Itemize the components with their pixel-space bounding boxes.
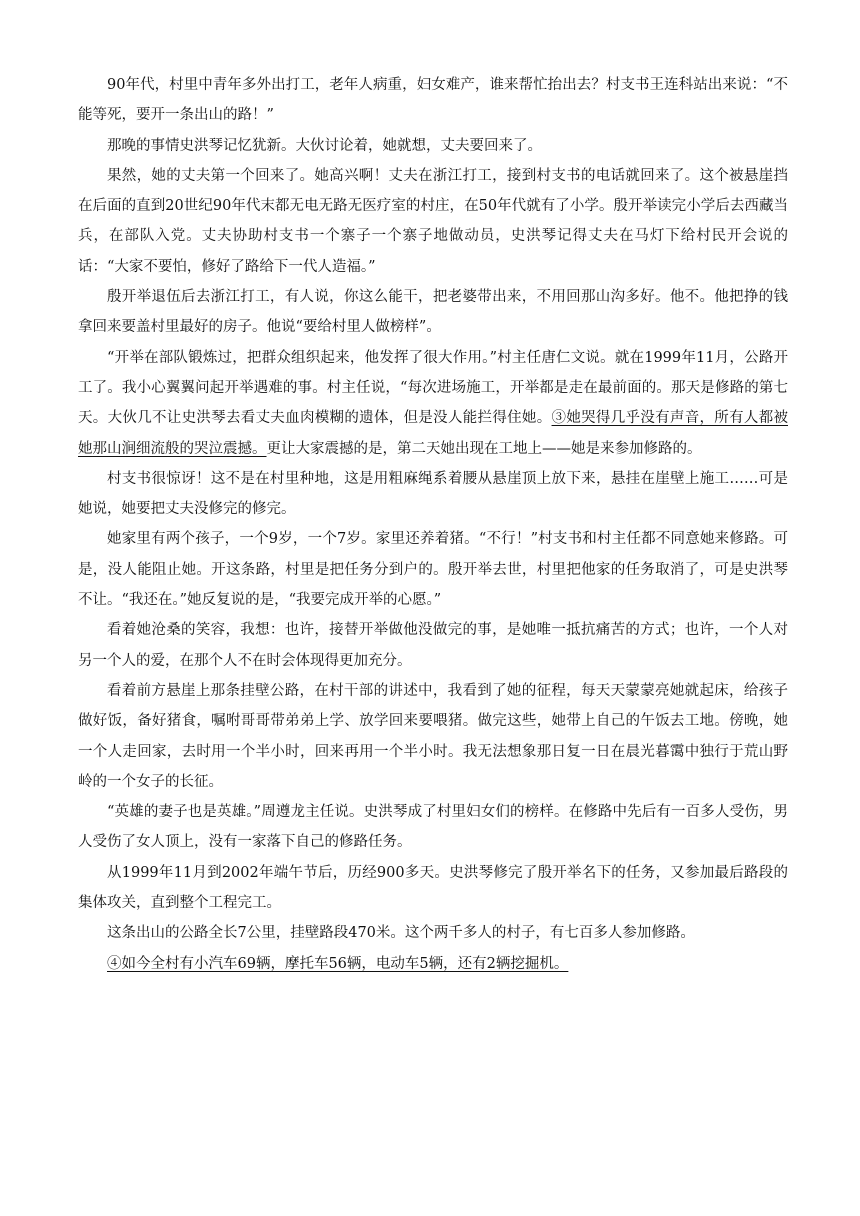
text-run: 那晚的事情史洪琴记忆犹新。大伙讨论着，她就想，丈夫要回来了。 — [107, 137, 542, 154]
paragraph — [78, 676, 788, 797]
paragraph — [78, 524, 788, 615]
text-run: 这条出山的公路全长7公里，挂壁路段470米。这个两千多人的村子，有七百多人参加修路。 — [107, 925, 695, 942]
paragraph — [78, 70, 788, 131]
paragraph — [78, 858, 788, 919]
paragraph — [78, 343, 788, 464]
paragraph — [78, 797, 788, 858]
paragraph — [78, 161, 788, 282]
paragraph — [78, 464, 788, 525]
paragraph — [78, 282, 788, 343]
text-run: 90年代，村里中青年多外出打工，老年人病重，妇女难产，谁来帮忙抬出去？村支书王连科站出来说：“不能等死，要开一条出山的路！” — [78, 77, 788, 124]
text-run: “英雄的妻子也是英雄。”周遵龙主任说。史洪琴成了村里妇女们的榜样。在修路中先后有一百多人受伤，男人受伤了女人顶上，没有一家落下自己的修路任务。 — [78, 804, 788, 851]
paragraph — [78, 615, 788, 676]
document-page — [78, 70, 788, 979]
text-run: 她家里有两个孩子，一个9岁，一个7岁。家里还养着猪。“不行！”村支书和村主任都不同意她来修路。可是，没人能阻止她。开这条路，村里是把任务分到户的。殷开举去世，村里把他家的任务取消了，可是史洪琴不让。“我还在。”她反复说的是，“我要完成开举的心愿。” — [78, 531, 788, 609]
text-run: 更让大家震撼的是，第二天她出现在工地上——她是来参加修路的。 — [266, 440, 702, 457]
underlined-sentence-4: ④如今全村有小汽车69辆，摩托车56辆，电动车5辆，还有2辆挖掘机。 — [107, 955, 569, 972]
text-run: “开举在部队锻炼过，把群众组织起来，他发挥了很大作用。”村主任唐仁文说。就在1999年11月，公路开工了。我小心翼翼问起开举遇难的事。村主任说，“每次进场施工，开举都是走在最前面的。那天是修路的第七天。大伙几不让史洪琴去看丈夫血肉模糊的遗体，但是没人能拦得住她。 — [78, 349, 788, 427]
text-run: 看着她沧桑的笑容，我想：也许，接替开举做他没做完的事，是她唯一抵抗痛苦的方式；也许，一个人对另一个人的爱，在那个人不在时会体现得更加充分。 — [78, 622, 788, 669]
text-run: 看着前方悬崖上那条挂壁公路，在村干部的讲述中，我看到了她的征程，每天天蒙蒙亮她就起床，给孩子做好饭，备好猪食，嘱咐哥哥带弟弟上学、放学回来要喂猪。做完这些，她带上自己的午饭去工地。傍晚，她一个人走回家，去时用一个半小时，回来再用一个半小时。我无法想象那日复一日在晨光暮霭中独行于荒山野岭的一个女子的长征。 — [78, 682, 788, 790]
text-run: 果然，她的丈夫第一个回来了。她高兴啊！丈夫在浙江打工，接到村支书的电话就回来了。这个被悬崖挡在后面的直到20世纪90年代末都无电无路无医疗室的村庄，在50年代就有了小学。殷开举读完小学后去西藏当兵，在部队入党。丈夫协助村支书一个寨子一个寨子地做动员，史洪琴记得丈夫在马灯下给村民开会说的话：“大家不要怕，修好了路给下一代人造福。” — [78, 167, 788, 275]
paragraph — [78, 131, 788, 161]
text-run: 殷开举退伍后去浙江打工，有人说，你这么能干，把老婆带出来，不用回那山沟多好。他不。他把挣的钱拿回来要盖村里最好的房子。他说“要给村里人做榜样”。 — [78, 289, 788, 336]
paragraph — [78, 918, 788, 948]
paragraph — [78, 949, 788, 979]
text-run: 从1999年11月到2002年端午节后，历经900多天。史洪琴修完了殷开举名下的任务，又参加最后路段的集体攻关，直到整个工程完工。 — [78, 864, 788, 912]
underlined-sentence-3: ③她哭得几乎没有声音，所有人都被她那山涧细流般的哭泣震撼。 — [78, 410, 788, 457]
text-run: 村支书很惊讶！这不是在村里种地，这是用粗麻绳系着腰从悬崖顶上放下来，悬挂在崖壁上施工……可是她说，她要把丈夫没修完的修完。 — [78, 470, 788, 518]
